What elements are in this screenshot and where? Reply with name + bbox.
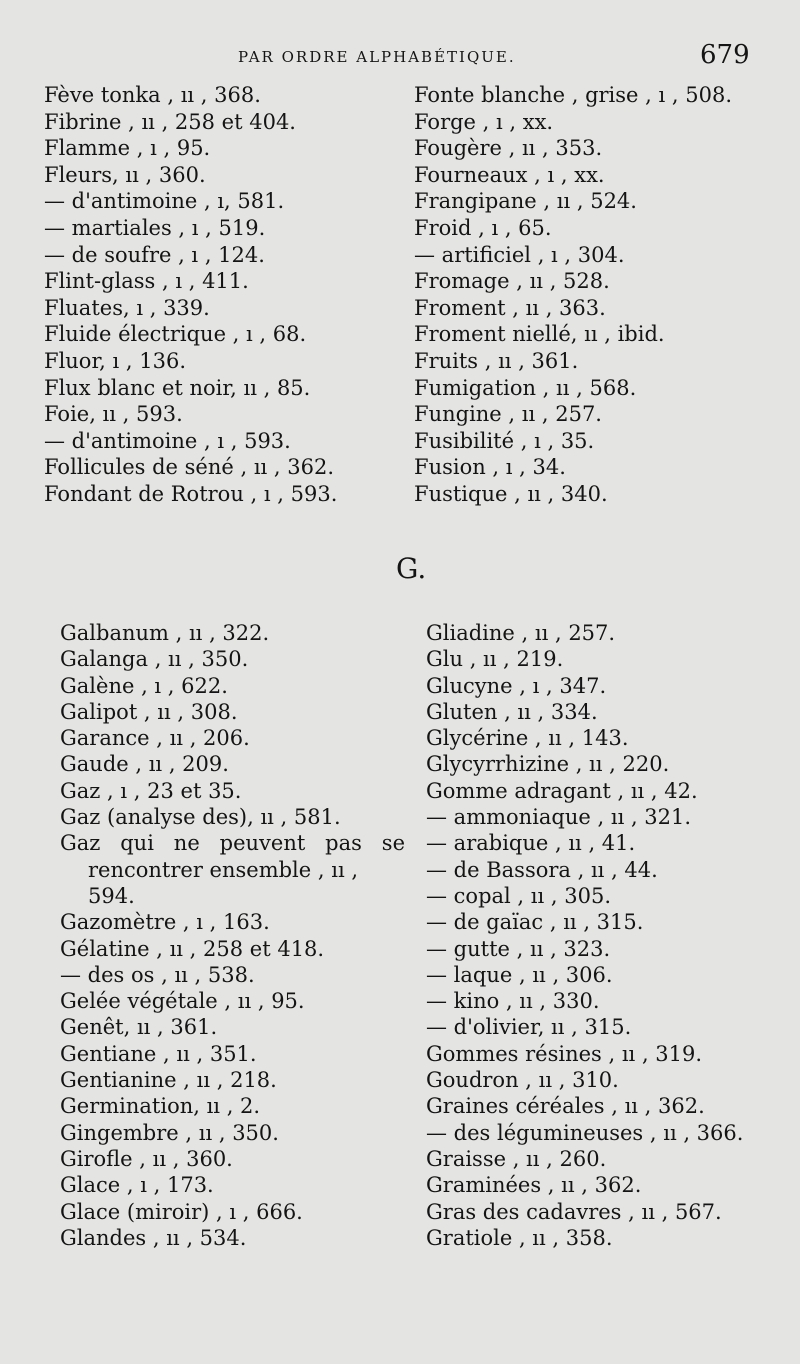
- index-subentry: — d'antimoine , ı , 593.: [44, 428, 291, 453]
- index-entry: Froment niellé, ıı , ibid.: [414, 322, 665, 347]
- index-entry: Fleurs, ıı , 360.: [44, 162, 206, 187]
- index-entry: Fondant de Rotrou , ı , 593.: [44, 481, 338, 506]
- index-entry: Fougère , ıı , 353.: [414, 136, 603, 161]
- index-subentry: — des légumineuses , ıı , 366.: [426, 1120, 744, 1145]
- index-entry: Gélatine , ıı , 258 et 418.: [60, 936, 325, 961]
- index-column-top-right: [414, 82, 774, 508]
- index-entry: Gaude , ıı , 209.: [60, 752, 229, 777]
- index-column-top-left: [44, 82, 394, 508]
- index-entry: Goudron , ıı , 310.: [426, 1068, 619, 1093]
- index-subentry: — de soufre , ı , 124.: [44, 242, 265, 267]
- index-entry: Gingembre , ıı , 350.: [60, 1120, 279, 1145]
- index-entry: Fluide électrique , ı , 68.: [44, 322, 307, 347]
- page-number: 679: [700, 40, 750, 70]
- index-subentry: — de gaïac , ıı , 315.: [426, 910, 644, 935]
- index-entry: Fruits , ıı , 361.: [414, 348, 579, 373]
- index-entry: Gluten , ıı , 334.: [426, 699, 598, 724]
- index-entry: Genêt, ıı , 361.: [60, 1015, 218, 1040]
- index-entry: Froment , ıı , 363.: [414, 295, 606, 320]
- index-subentry: — artificiel , ı , 304.: [414, 242, 625, 267]
- index-entry: Galbanum , ıı , 322.: [60, 621, 270, 645]
- index-entry: Follicules de séné , ıı , 362.: [44, 455, 335, 480]
- index-entry: Fibrine , ıı , 258 et 404.: [44, 109, 296, 134]
- index-entry: Gelée végétale , ıı , 95.: [60, 989, 305, 1014]
- index-entry: Frangipane , ıı , 524.: [414, 189, 637, 214]
- index-entry: Gazomètre , ı , 163.: [60, 910, 270, 935]
- index-entry: Glandes , ıı , 534.: [60, 1225, 247, 1250]
- index-entry: Gentiane , ıı , 351.: [60, 1041, 257, 1066]
- index-subentry: — laque , ıı , 306.: [426, 962, 613, 987]
- index-entry: Fumigation , ıı , 568.: [414, 375, 637, 400]
- index-entry: Girofle , ıı , 360.: [60, 1146, 233, 1171]
- index-entry: Gomme adragant , ıı , 42.: [426, 778, 698, 803]
- index-entry: Garance , ıı , 206.: [60, 726, 250, 751]
- section-letter: G.: [396, 552, 427, 585]
- index-column-bottom-right: [426, 620, 776, 1251]
- index-subentry: — ammoniaque , ıı , 321.: [426, 805, 692, 830]
- index-entry: Gommes résines , ıı , 319.: [426, 1041, 703, 1066]
- index-entry: Gaz (analyse des), ıı , 581.: [60, 805, 341, 830]
- index-entry: Glace , ı , 173.: [60, 1173, 214, 1198]
- index-entry: Galanga , ıı , 350.: [60, 647, 249, 672]
- index-entry: Gratiole , ıı , 358.: [426, 1225, 613, 1250]
- index-entry: Graisse , ıı , 260.: [426, 1146, 607, 1171]
- index-entry: Graminées , ıı , 362.: [426, 1173, 642, 1198]
- index-subentry: — gutte , ıı , 323.: [426, 936, 611, 961]
- index-entry: Fustique , ıı , 340.: [414, 481, 608, 506]
- index-entry: Gras des cadavres , ıı , 567.: [426, 1199, 722, 1224]
- index-entry: Graines céréales , ıı , 362.: [426, 1094, 705, 1119]
- index-entry: Glycyrrhizine , ıı , 220.: [426, 752, 670, 777]
- index-subentry: — kino , ıı , 330.: [426, 989, 600, 1014]
- index-entry: Fusion , ı , 34.: [414, 455, 566, 480]
- index-subentry: — copal , ıı , 305.: [426, 883, 612, 908]
- index-subentry: — de Bassora , ıı , 44.: [426, 857, 658, 882]
- index-entry: Gaz , ı , 23 et 35.: [60, 778, 242, 803]
- index-entry: Galène , ı , 622.: [60, 673, 228, 698]
- index-entry: Froid , ı , 65.: [414, 215, 552, 240]
- index-entry: Fluates, ı , 339.: [44, 295, 210, 320]
- index-entry: Glucyne , ı , 347.: [426, 673, 607, 698]
- index-entry: Glace (miroir) , ı , 666.: [60, 1199, 303, 1224]
- index-entry: Gentianine , ıı , 218.: [60, 1068, 277, 1093]
- index-entry-continuation: rencontrer ensemble , ıı ,: [88, 857, 359, 882]
- index-subentry: — d'antimoine , ı, 581.: [44, 189, 285, 214]
- index-column-bottom-left: [60, 620, 405, 1251]
- index-entry: Flamme , ı , 95.: [44, 136, 211, 161]
- index-entry: Glu , ıı , 219.: [426, 647, 564, 672]
- index-entry: Germination, ıı , 2.: [60, 1094, 261, 1119]
- index-entry: Flux blanc et noir, ıı , 85.: [44, 375, 311, 400]
- index-entry: Fluor, ı , 136.: [44, 348, 187, 373]
- index-entry-continuation: 594.: [88, 883, 135, 908]
- index-entry: Flint-glass , ı , 411.: [44, 269, 249, 294]
- index-entry: Galipot , ıı , 308.: [60, 699, 238, 724]
- running-head: PAR ORDRE ALPHABÉTIQUE.: [238, 48, 516, 66]
- page-header: [0, 40, 800, 80]
- index-subentry: — martiales , ı , 519.: [44, 215, 266, 240]
- index-entry: Glycérine , ıı , 143.: [426, 726, 629, 751]
- index-entry: Forge , ı , xx.: [414, 109, 554, 134]
- index-entry: Foie, ıı , 593.: [44, 402, 183, 427]
- index-entry: Fourneaux , ı , xx.: [414, 162, 605, 187]
- index-entry: Fonte blanche , grise , ı , 508.: [414, 83, 733, 107]
- index-entry: Gaz qui ne peuvent pas se: [60, 831, 405, 856]
- index-entry: Fromage , ıı , 528.: [414, 269, 610, 294]
- index-subentry: — d'olivier, ıı , 315.: [426, 1015, 632, 1040]
- index-subentry: — des os , ıı , 538.: [60, 962, 255, 987]
- index-entry: Gliadine , ıı , 257.: [426, 621, 616, 645]
- index-entry: Fungine , ıı , 257.: [414, 402, 602, 427]
- index-entry: Fusibilité , ı , 35.: [414, 428, 595, 453]
- index-entry: Fève tonka , ıı , 368.: [44, 83, 261, 107]
- index-subentry: — arabique , ıı , 41.: [426, 831, 636, 856]
